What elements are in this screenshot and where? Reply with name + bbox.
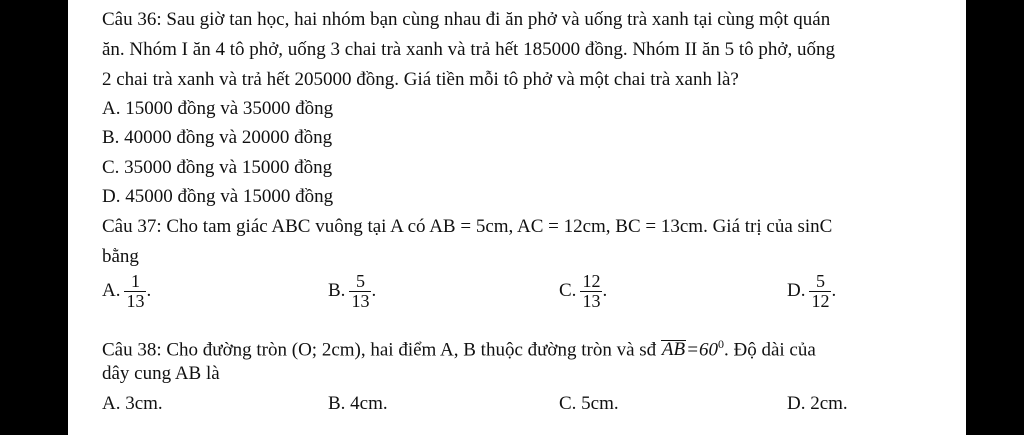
q37-option-c-fraction bbox=[580, 272, 602, 311]
fraction-denominator: 12 bbox=[811, 291, 830, 311]
q38-option-c: C. 5cm. bbox=[559, 393, 619, 414]
degree-mark: 0 bbox=[717, 337, 724, 351]
q37-option-b: B. $\frac{5}{13}$ . bbox=[328, 271, 377, 311]
q37-option-d-fraction bbox=[809, 272, 831, 311]
q38-option-d: D. 2cm. bbox=[787, 393, 848, 414]
q37-line-1: Câu 37: Cho tam giác ABC vuông tại A có AB = 5cm, AC = 12cm, BC = 13cm. Giá trị của sinC bbox=[102, 216, 833, 237]
q37-option-b-label: B. bbox=[328, 279, 346, 301]
q38-line-1 bbox=[102, 332, 816, 362]
fraction-numerator: 5 bbox=[815, 271, 825, 291]
arc-measure: =60 bbox=[686, 339, 718, 361]
q37-option-a-label: A. bbox=[102, 279, 121, 301]
q38-option-b: B. 4cm. bbox=[328, 393, 388, 414]
fraction-numerator: 1 bbox=[130, 271, 140, 291]
q37-option-c: C. $\frac{12}{13}$ . bbox=[559, 271, 608, 311]
fraction-denominator: 13 bbox=[582, 291, 601, 311]
q36-option-c: C. 35000 đồng và 15000 đồng bbox=[102, 157, 333, 178]
q36-line-1: Câu 36: Sau giờ tan học, hai nhóm bạn cùng nhau đi ăn phở và uống trà xanh tại cùng một quán bbox=[102, 9, 831, 30]
q37-option-d: D. $\frac{5}{12}$ . bbox=[787, 271, 837, 311]
q36-line-3: 2 chai trà xanh và trả hết 205000 đồng. Giá tiền mỗi tô phở và một chai trà xanh là? bbox=[102, 69, 739, 90]
q36-option-b: B. 40000 đồng và 20000 đồng bbox=[102, 127, 333, 148]
fraction-denominator: 13 bbox=[351, 291, 370, 311]
q37-option-a-fraction bbox=[124, 272, 146, 311]
q36-option-a: A. 15000 đồng và 35000 đồng bbox=[102, 98, 334, 119]
q38-line-2: dây cung AB là bbox=[102, 363, 220, 384]
arc-ab: AB bbox=[661, 339, 686, 361]
q37-option-d-label: D. bbox=[787, 279, 806, 301]
q37-option-a: A. $\frac{1}{13}$ . bbox=[102, 271, 152, 311]
q36-option-d: D. 45000 đồng và 15000 đồng bbox=[102, 186, 334, 207]
q38-line-1-end: . Độ dài của bbox=[723, 339, 816, 361]
q37-line-2: bằng bbox=[102, 246, 139, 267]
q38-line-1-text: Câu 38: Cho đường tròn (O; 2cm), hai điểm A, B thuộc đường tròn và sđ bbox=[102, 339, 657, 361]
document-page bbox=[68, 0, 966, 435]
q36-line-2: ăn. Nhóm I ăn 4 tô phở, uống 3 chai trà xanh và trả hết 185000 đồng. Nhóm II ăn 5 tô phở, uống bbox=[102, 39, 835, 60]
q37-option-b-fraction bbox=[349, 272, 371, 311]
fraction-numerator: 12 bbox=[582, 271, 601, 291]
q37-option-c-label: C. bbox=[559, 279, 577, 301]
fraction-denominator: 13 bbox=[126, 291, 145, 311]
q38-option-a: A. 3cm. bbox=[102, 393, 163, 414]
fraction-numerator: 5 bbox=[355, 271, 365, 291]
